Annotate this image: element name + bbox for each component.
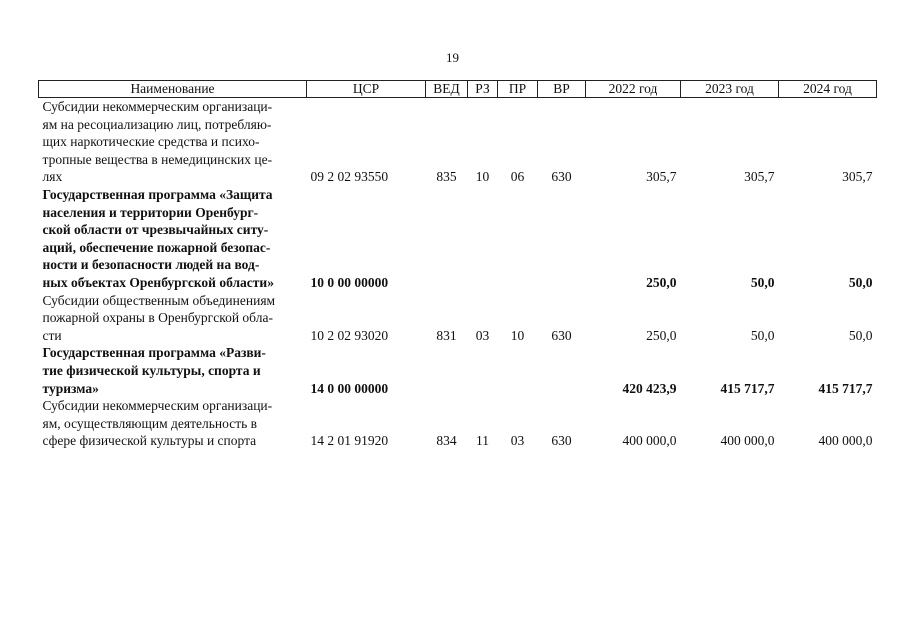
cell-2023: 400 000,0 <box>720 433 775 449</box>
name-line: тропные вещества в немедицинских це- <box>42 151 273 167</box>
table-body <box>39 98 877 450</box>
name-line: щих наркотические средства и психо- <box>42 134 260 150</box>
table-row <box>39 98 877 186</box>
name-line: пожарной охраны в Оренбургской обла- <box>42 310 273 326</box>
cell-2022: 305,7 <box>646 169 677 185</box>
cell-rz <box>468 344 498 397</box>
cell-2024: 50,0 <box>848 274 873 290</box>
cell-name <box>39 186 307 292</box>
cell-rz: 10 <box>475 169 490 185</box>
cell-ved: 831 <box>436 327 457 343</box>
cell-ved: 835 <box>436 169 457 185</box>
cell-rz <box>468 186 498 292</box>
cell-csr: 14 0 00 00000 <box>310 380 389 396</box>
cell-ved <box>426 186 468 292</box>
budget-table <box>38 80 877 450</box>
cell-2022: 400 000,0 <box>622 433 677 449</box>
header-2022: 2022 год <box>586 81 681 98</box>
header-ved: ВЕД <box>426 81 468 98</box>
cell-csr: 10 0 00 00000 <box>310 274 389 290</box>
cell-name <box>39 292 307 345</box>
name-line: ям, осуществляющим деятельность в <box>42 415 257 431</box>
page-number: 19 <box>446 50 459 65</box>
cell-pr <box>498 186 538 292</box>
cell-2022: 420 423,9 <box>622 380 677 396</box>
cell-2023: 415 717,7 <box>720 380 775 396</box>
cell-2024: 400 000,0 <box>818 433 873 449</box>
cell-name <box>39 397 307 450</box>
cell-2022: 250,0 <box>646 274 677 290</box>
name-line: Субсидии некоммерческим организаци- <box>42 99 273 114</box>
header-vr: ВР <box>538 81 586 98</box>
cell-vr: 630 <box>551 433 572 449</box>
cell-rz: 11 <box>476 433 489 449</box>
table-row <box>39 344 877 397</box>
cell-name <box>39 98 307 186</box>
cell-2023: 50,0 <box>750 327 775 343</box>
cell-vr <box>538 186 586 292</box>
name-line: населения и территории Оренбург- <box>42 204 259 220</box>
cell-2024: 50,0 <box>848 327 873 343</box>
cell-2023: 305,7 <box>744 169 775 185</box>
name-line: Государственная программа «Защита <box>42 186 273 202</box>
cell-2023: 50,0 <box>750 274 775 290</box>
name-line: Субсидии общественным объединениям <box>42 292 276 308</box>
cell-ved <box>426 344 468 397</box>
cell-pr: 06 <box>510 169 525 185</box>
name-line: туризма» <box>42 380 99 396</box>
cell-2024: 305,7 <box>842 169 873 185</box>
table-header-row <box>39 81 877 98</box>
table-row <box>39 397 877 450</box>
cell-name <box>39 344 307 397</box>
name-line: Субсидии некоммерческим организаци- <box>42 398 273 414</box>
name-line: тие физической культуры, спорта и <box>42 362 261 378</box>
cell-ved: 834 <box>436 433 457 449</box>
cell-vr: 630 <box>551 327 572 343</box>
cell-vr: 630 <box>551 169 572 185</box>
cell-csr: 14 2 01 91920 <box>310 433 389 449</box>
cell-pr: 10 <box>510 327 525 343</box>
name-line: сфере физической культуры и спорта <box>42 433 257 449</box>
cell-pr <box>498 344 538 397</box>
cell-csr: 10 2 02 93020 <box>310 327 389 343</box>
name-line: сти <box>42 327 62 343</box>
header-2023: 2023 год <box>681 81 779 98</box>
name-line: ям на ресоциализацию лиц, потребляю- <box>42 116 272 132</box>
cell-2022: 250,0 <box>646 327 677 343</box>
cell-pr: 03 <box>510 433 525 449</box>
cell-vr <box>538 344 586 397</box>
cell-rz: 03 <box>475 327 490 343</box>
cell-2024: 415 717,7 <box>818 380 873 396</box>
header-csr: ЦСР <box>307 81 426 98</box>
name-line: ской области от чрезвычайных ситу- <box>42 222 269 238</box>
name-line: аций, обеспечение пожарной безопас- <box>42 239 271 255</box>
table-row <box>39 292 877 345</box>
name-line: лях <box>42 169 63 185</box>
header-name: Наименование <box>39 81 307 98</box>
header-pr: ПР <box>498 81 538 98</box>
name-line: ных объектах Оренбургской области» <box>42 274 274 290</box>
table-row <box>39 186 877 292</box>
name-line: Государственная программа «Разви- <box>42 345 266 361</box>
cell-csr: 09 2 02 93550 <box>310 169 389 185</box>
name-line: ности и безопасности людей на вод- <box>42 257 260 273</box>
header-rz: РЗ <box>468 81 498 98</box>
header-2024: 2024 год <box>779 81 877 98</box>
